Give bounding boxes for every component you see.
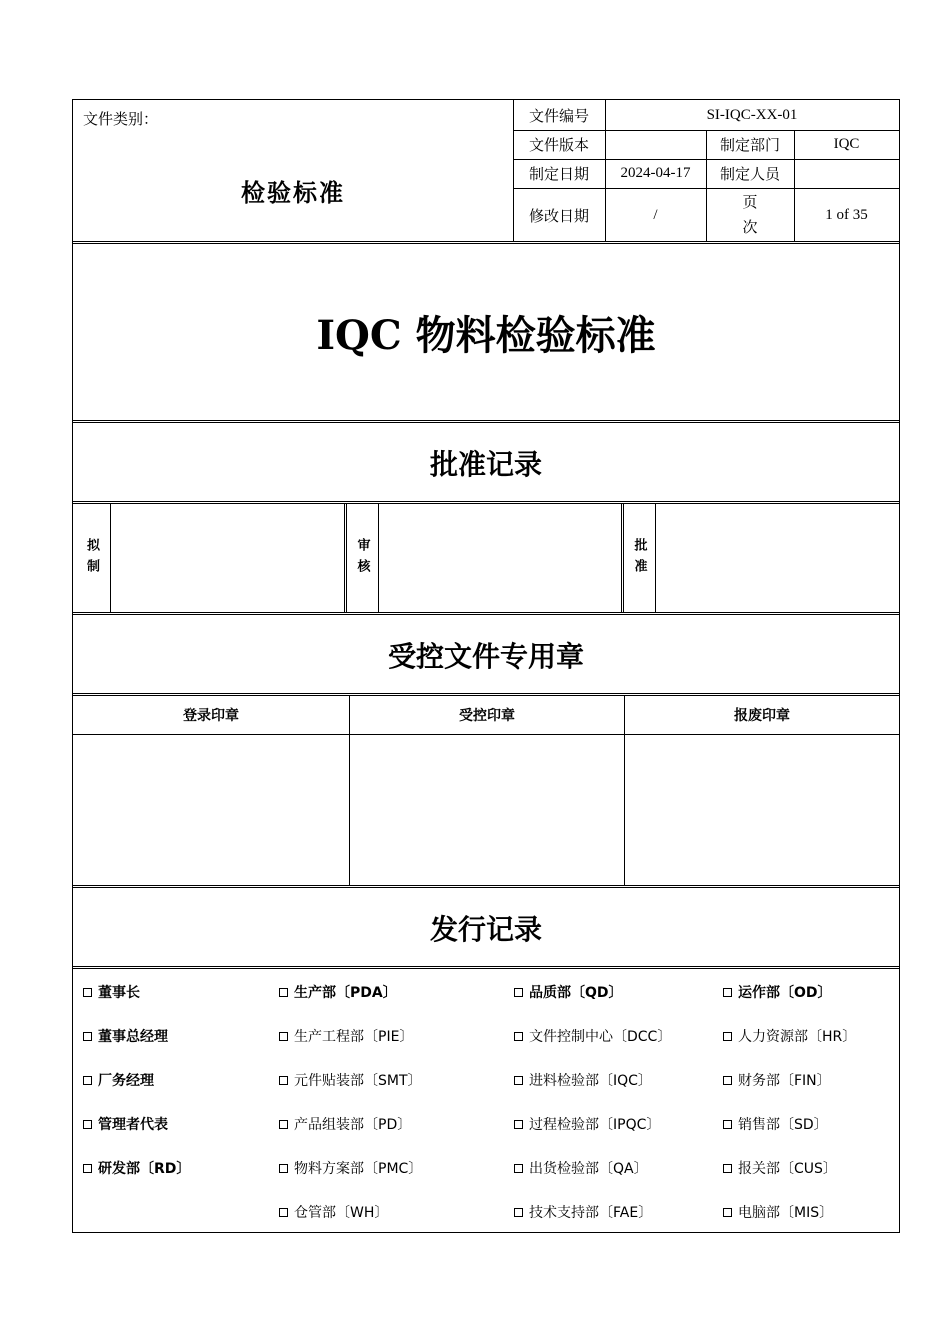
dist-item[interactable]: 管理者代表 (83, 1114, 168, 1134)
dist-item[interactable]: 产品组装部〔PD〕 (279, 1114, 411, 1134)
checkbox-icon (723, 1076, 732, 1085)
dist-item[interactable]: 技术支持部〔FAE〕 (514, 1202, 652, 1222)
dist-item[interactable]: 厂务经理 (83, 1070, 154, 1090)
checkbox-icon (514, 1032, 523, 1041)
dist-item[interactable]: 财务部〔FIN〕 (723, 1070, 831, 1090)
checkbox-icon (83, 1032, 92, 1041)
checkbox-icon (83, 1076, 92, 1085)
checkbox-icon (83, 1164, 92, 1173)
author-label: 制定人员 (719, 165, 780, 183)
dist-item[interactable]: 生产工程部〔PIE〕 (279, 1026, 413, 1046)
page-value: 1 of 35 (825, 206, 868, 223)
doc-type-title: 检验标准 (241, 178, 345, 207)
checkbox-icon (514, 1076, 523, 1085)
main-title: IQC 物料检验标准 (316, 311, 656, 359)
checkbox-icon (514, 988, 523, 997)
dist-item[interactable]: 电脑部〔MIS〕 (723, 1202, 833, 1222)
checkbox-icon (279, 1032, 288, 1041)
checkbox-icon (723, 988, 732, 997)
dist-item[interactable]: 生产部〔PDA〕 (279, 982, 397, 1002)
checkbox-icon (279, 1164, 288, 1173)
document-frame (72, 99, 900, 1233)
doc-number-value: SI-IQC-XX-01 (706, 106, 798, 123)
dist-item[interactable]: 销售部〔SD〕 (723, 1114, 828, 1134)
checkbox-icon (723, 1164, 732, 1173)
create-date-label: 制定日期 (528, 165, 589, 183)
revise-date-label: 修改日期 (528, 206, 589, 225)
approval-draft-label: 拟制 (84, 537, 99, 580)
dist-item[interactable]: 董事长 (83, 982, 140, 1002)
dist-item[interactable]: 人力资源部〔HR〕 (723, 1026, 856, 1046)
stamps-title: 受控文件专用章 (387, 639, 584, 673)
checkbox-icon (723, 1208, 732, 1217)
category-label: 文件类别： (83, 110, 159, 128)
checkbox-icon (279, 1120, 288, 1129)
revise-date-value: / (653, 206, 658, 223)
checkbox-icon (83, 988, 92, 997)
checkbox-icon (279, 1076, 288, 1085)
author-value (794, 159, 899, 188)
dist-item[interactable]: 报关部〔CUS〕 (723, 1158, 837, 1178)
checkbox-icon (723, 1120, 732, 1129)
approval-title: 批准记录 (429, 447, 542, 481)
checkbox-icon (514, 1164, 523, 1173)
dist-item[interactable]: 出货检验部〔QA〕 (514, 1158, 648, 1178)
dist-item[interactable]: 研发部〔RD〕 (83, 1158, 190, 1178)
dist-item[interactable]: 物料方案部〔PMC〕 (279, 1158, 422, 1178)
dist-item[interactable]: 文件控制中心〔DCC〕 (514, 1026, 671, 1046)
approval-approve-label: 批准 (631, 537, 647, 580)
doc-number-label: 文件编号 (528, 106, 589, 125)
checkbox-icon (723, 1032, 732, 1041)
create-date-value: 2024-04-17 (620, 165, 691, 181)
checkbox-icon (83, 1120, 92, 1129)
approval-review-label: 审核 (354, 537, 370, 580)
doc-version-value (605, 130, 706, 159)
dist-item[interactable]: 董事总经理 (83, 1026, 168, 1046)
distribution-title: 发行记录 (429, 912, 542, 946)
dept-label: 制定部门 (719, 136, 780, 154)
dist-item[interactable]: 运作部〔OD〕 (723, 982, 832, 1002)
checkbox-icon (514, 1208, 523, 1217)
approval-approve-value (656, 504, 899, 613)
stamp-login-label: 登录印章 (183, 708, 239, 724)
dept-value: IQC (833, 136, 860, 152)
dist-item[interactable]: 仓管部〔WH〕 (279, 1202, 388, 1222)
dist-item[interactable]: 进料检验部〔IQC〕 (514, 1070, 652, 1090)
page-label: 页次 (742, 193, 758, 236)
approval-review-value (379, 504, 621, 613)
approval-draft-value (111, 504, 344, 613)
doc-version-label: 文件版本 (528, 136, 589, 154)
stamp-controlled-label: 受控印章 (459, 708, 515, 724)
dist-item[interactable]: 过程检验部〔IPQC〕 (514, 1114, 660, 1134)
stamp-scrap-label: 报废印章 (734, 708, 790, 724)
dist-item[interactable]: 元件贴装部〔SMT〕 (279, 1070, 422, 1090)
dist-item[interactable]: 品质部〔QD〕 (514, 982, 623, 1002)
checkbox-icon (279, 988, 288, 997)
checkbox-icon (514, 1120, 523, 1129)
checkbox-icon (279, 1208, 288, 1217)
